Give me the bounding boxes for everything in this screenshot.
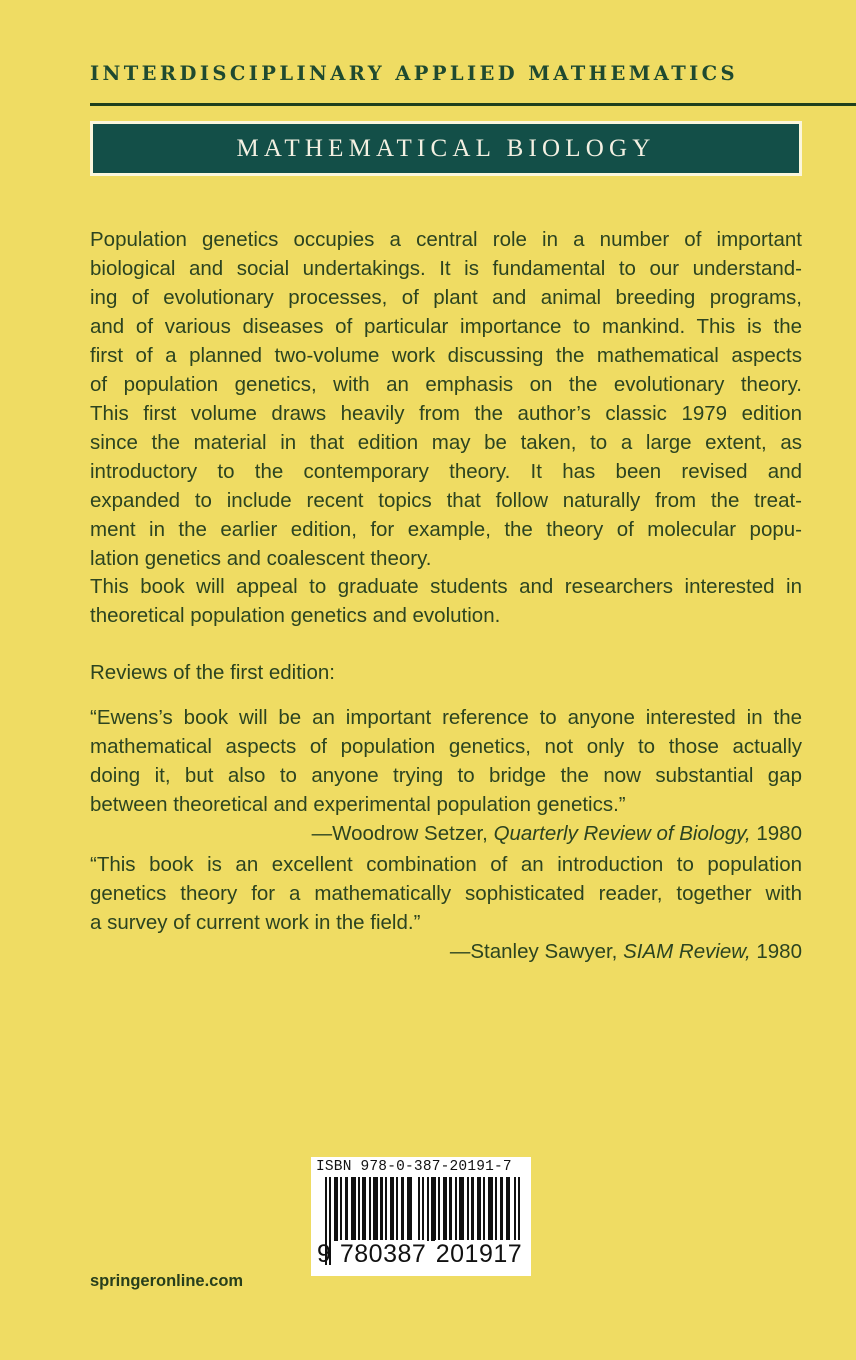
review-quote (90, 850, 802, 966)
description-line: since the material in that edition may be taken, to a large extent, as (90, 431, 802, 454)
description-line: This first volume draws heavily from the author’s classic 1979 edition (90, 402, 802, 425)
review-line: a survey of current work in the field.” (90, 911, 421, 934)
reviews-heading (90, 658, 802, 687)
description-line: biological and social undertakings. It is fundamental to our understand- (90, 257, 802, 280)
series-title: INTERDISCIPLINARY APPLIED MATHEMATICS (90, 62, 739, 85)
description-line: introductory to the contemporary theory. It has been revised and (90, 460, 802, 483)
ean-first-digit: 9 (317, 1240, 332, 1268)
review-line: “This book is an excellent combination of an introduction to population (90, 853, 802, 876)
audience-statement (90, 572, 802, 630)
audience-line: This book will appeal to graduate students and researchers interested in (90, 575, 802, 598)
book-description (90, 225, 802, 573)
publisher-website: springeronline.com (90, 1272, 244, 1290)
reviews-heading-text: Reviews of the first edition: (90, 661, 335, 684)
review-attribution (90, 819, 802, 848)
review-publication: SIAM Review, (623, 940, 751, 963)
ean-digits (317, 1239, 523, 1269)
review-publication: Quarterly Review of Biology, (493, 822, 751, 845)
description-line: of population genetics, with an emphasis on the evolutionary theory. (90, 373, 802, 396)
review-line: doing it, but also to anyone trying to bridge the now substantial gap (90, 764, 802, 787)
isbn-barcode (311, 1157, 531, 1276)
ean-right-group: 201917 (435, 1240, 523, 1268)
review-line: “Ewens’s book will be an important reference to anyone interested in the (90, 706, 802, 729)
reviewer-name: —Woodrow Setzer, (311, 822, 494, 845)
review-line: mathematical aspects of population genetics, not only to those actually (90, 735, 802, 758)
subject-banner (90, 121, 802, 176)
review-line: genetics theory for a mathematically sophisticated reader, together with (90, 882, 802, 905)
review-quote (90, 703, 802, 848)
isbn-label: ISBN 978-0-387-20191-7 (316, 1159, 512, 1175)
review-year: 1980 (750, 822, 802, 845)
ean-left-group: 780387 (339, 1240, 427, 1268)
description-line: first of a planned two-volume work discussing the mathematical aspects (90, 344, 802, 367)
review-line: between theoretical and experimental population genetics.” (90, 793, 626, 816)
review-year: 1980 (750, 940, 802, 963)
description-line: Population genetics occupies a central role in a number of important (90, 228, 802, 251)
series-title-rule (90, 103, 856, 106)
reviewer-name: —Stanley Sawyer, (449, 940, 624, 963)
description-line: lation genetics and coalescent theory. (90, 547, 432, 570)
subject-banner-label: MATHEMATICAL BIOLOGY (236, 134, 656, 162)
description-line: and of various diseases of particular importance to mankind. This is the (90, 315, 802, 338)
description-line: ing of evolutionary processes, of plant and animal breeding programs, (90, 286, 802, 309)
description-line: expanded to include recent topics that follow naturally from the treat- (90, 489, 802, 512)
audience-line: theoretical population genetics and evolution. (90, 604, 501, 627)
review-attribution (90, 937, 802, 966)
description-line: ment in the earlier edition, for example, the theory of molecular popu- (90, 518, 802, 541)
